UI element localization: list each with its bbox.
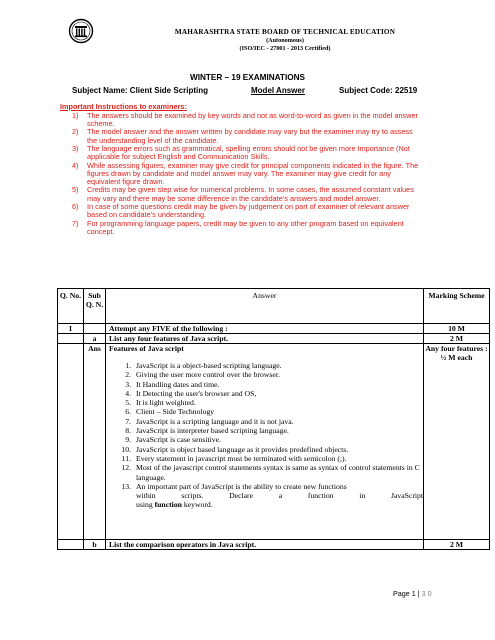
answer-table bbox=[57, 288, 494, 550]
instruction-text: While assessing figures, examiner may give credit for principal components indicated in the figure. The figures drawn by candidate and model answer may vary. The examiner may give credit for any equivalent figure drawn. bbox=[87, 160, 419, 187]
instruction-item bbox=[60, 220, 422, 237]
subq-header: Sub Q. N. bbox=[84, 289, 106, 324]
instructions-heading: Important Instructions to examiners: bbox=[60, 102, 187, 111]
msbte-logo bbox=[68, 18, 94, 44]
list-item bbox=[109, 445, 423, 454]
list-text: Every statement in javascript must be terminated with semicolon (;). bbox=[136, 453, 347, 463]
list-number: 9. bbox=[125, 435, 131, 445]
features-list bbox=[109, 361, 423, 510]
table-row bbox=[58, 334, 490, 344]
answer-cell bbox=[106, 344, 424, 540]
list-item bbox=[109, 463, 423, 482]
qno-header: Q. No. bbox=[58, 289, 84, 324]
list-number: 5. bbox=[125, 398, 131, 408]
exam-title: WINTER – 19 EXAMINATIONS bbox=[190, 73, 305, 82]
page-footer bbox=[393, 589, 432, 598]
list-number: 12. bbox=[121, 463, 131, 473]
board-name: MAHARASHTRA STATE BOARD OF TECHNICAL EDUCATION bbox=[174, 28, 396, 36]
autonomous-label: (Autonomous) bbox=[266, 37, 304, 44]
instruction-number: 3) bbox=[72, 143, 79, 153]
list-item bbox=[109, 361, 423, 370]
instruction-number: 6) bbox=[72, 202, 79, 212]
subject-name: Subject Name: Client Side Scripting bbox=[72, 86, 209, 95]
subquestion-marks: 2 M bbox=[424, 540, 490, 550]
list-text: It Detecting the user's browser and OS, bbox=[136, 388, 257, 398]
instruction-item bbox=[60, 186, 422, 203]
list-text: Giving the user more control over the browser. bbox=[136, 370, 280, 380]
list-number: 6. bbox=[125, 407, 131, 417]
marking-header: Marking Scheme bbox=[424, 289, 490, 324]
instruction-item bbox=[60, 145, 422, 162]
model-answer-label: Model Answer bbox=[251, 86, 305, 95]
examiner-instructions bbox=[60, 103, 422, 236]
answer-marks: Any four features : ½ M each bbox=[424, 344, 490, 540]
instruction-text: The answers should be examined by key words and not as word-to-word as given in the model answer scheme. bbox=[87, 110, 418, 129]
instruction-item bbox=[60, 112, 422, 129]
instruction-text: The model answer and the answer written by candidate may vary but the examiner may try to assess the understanding level of the candidate. bbox=[87, 127, 413, 145]
list-item bbox=[109, 370, 423, 379]
answer-header: Answer bbox=[106, 289, 424, 324]
instruction-item bbox=[60, 162, 422, 187]
keyword-function: function bbox=[154, 500, 182, 510]
list-item bbox=[109, 407, 423, 416]
list-text: keyword. bbox=[181, 500, 213, 510]
list-number: 2. bbox=[125, 370, 131, 380]
list-item bbox=[109, 454, 423, 463]
list-item bbox=[109, 380, 423, 389]
question-number: I bbox=[58, 324, 84, 334]
subquestion-label: b bbox=[84, 540, 106, 550]
table-header-row bbox=[58, 289, 490, 324]
list-item bbox=[109, 426, 423, 435]
list-text: It Handling dates and time. bbox=[136, 379, 220, 389]
list-number: 11. bbox=[121, 453, 131, 463]
list-text: JavaScript is a scripting language and it is not java. bbox=[136, 416, 294, 426]
list-number: 10. bbox=[121, 444, 131, 454]
subquestion-text: List the comparison operators in Java script. bbox=[106, 540, 424, 550]
subject-code: Subject Code: 22519 bbox=[339, 86, 418, 95]
instruction-number: 7) bbox=[72, 218, 79, 228]
list-item bbox=[109, 435, 423, 444]
list-item bbox=[109, 398, 423, 407]
list-item bbox=[109, 389, 423, 398]
list-text: JavaScript is object based language as it provides predefined objects. bbox=[136, 444, 349, 454]
list-text: An important part of JavaScript is the ability to create new functions bbox=[136, 481, 347, 491]
list-text: It is light weighted. bbox=[136, 398, 196, 408]
answer-heading: Features of Java script bbox=[109, 344, 184, 353]
instruction-text: The language errors such as grammatical, spelling errors should not be given more Importance (Not applicable for subject English and Communication Skills. bbox=[87, 143, 410, 162]
list-text: Client – Side Technology bbox=[136, 407, 215, 417]
list-text: JavaScript is interpreter based scripting language. bbox=[136, 426, 289, 436]
question-text: Attempt any FIVE of the following : bbox=[106, 324, 424, 334]
table-row bbox=[58, 540, 490, 550]
list-number: 8. bbox=[125, 426, 131, 436]
instruction-number: 2) bbox=[72, 127, 79, 137]
instructions-list bbox=[60, 112, 422, 236]
instruction-item bbox=[60, 128, 422, 145]
instruction-text: For programming language papers, credit may be given to any other program based on equivalent concept. bbox=[87, 218, 404, 236]
list-number: 7. bbox=[125, 416, 131, 426]
subquestion-text: List any four features of Java script. bbox=[106, 334, 424, 344]
list-item bbox=[109, 482, 423, 510]
instruction-text: In case of some questions credit may be given by judgement on part of examiner of relevant answer based on candidate’s understanding. bbox=[87, 202, 410, 220]
table-row bbox=[58, 324, 490, 334]
page-total: 3 0 bbox=[421, 589, 432, 598]
list-text: using bbox=[136, 500, 155, 510]
list-number: 13. bbox=[121, 481, 131, 491]
list-text: JavaScript is a object-based scripting language. bbox=[136, 361, 282, 370]
answer-label: Ans bbox=[84, 344, 106, 540]
list-number: 1. bbox=[125, 361, 131, 370]
instruction-number: 5) bbox=[72, 185, 79, 195]
list-text: Most of the javascript control statements syntax is same as syntax of control statements in C language. bbox=[136, 463, 420, 482]
list-number: 4. bbox=[125, 388, 131, 398]
list-number: 3. bbox=[125, 379, 131, 389]
question-marks: 10 M bbox=[424, 324, 490, 334]
list-item bbox=[109, 417, 423, 426]
list-text: within scripts. Declare a function in JavaScript bbox=[136, 491, 423, 501]
page-label: Page 1 | bbox=[393, 589, 422, 598]
subquestion-label: a bbox=[84, 334, 106, 344]
instruction-item bbox=[60, 203, 422, 220]
table-row bbox=[58, 344, 490, 540]
instruction-number: 4) bbox=[72, 160, 79, 170]
instruction-text: Credits may be given step wise for numerical problems. In some cases, the assumed constant values may vary and there may be some difference in the candidate’s answers and model answer. bbox=[87, 185, 414, 203]
list-text: JavaScript is case sensitive. bbox=[136, 435, 221, 445]
instruction-number: 1) bbox=[72, 110, 79, 120]
certification-label: (ISO/IEC - 27001 - 2013 Certified) bbox=[239, 45, 331, 52]
subquestion-marks: 2 M bbox=[424, 334, 490, 344]
